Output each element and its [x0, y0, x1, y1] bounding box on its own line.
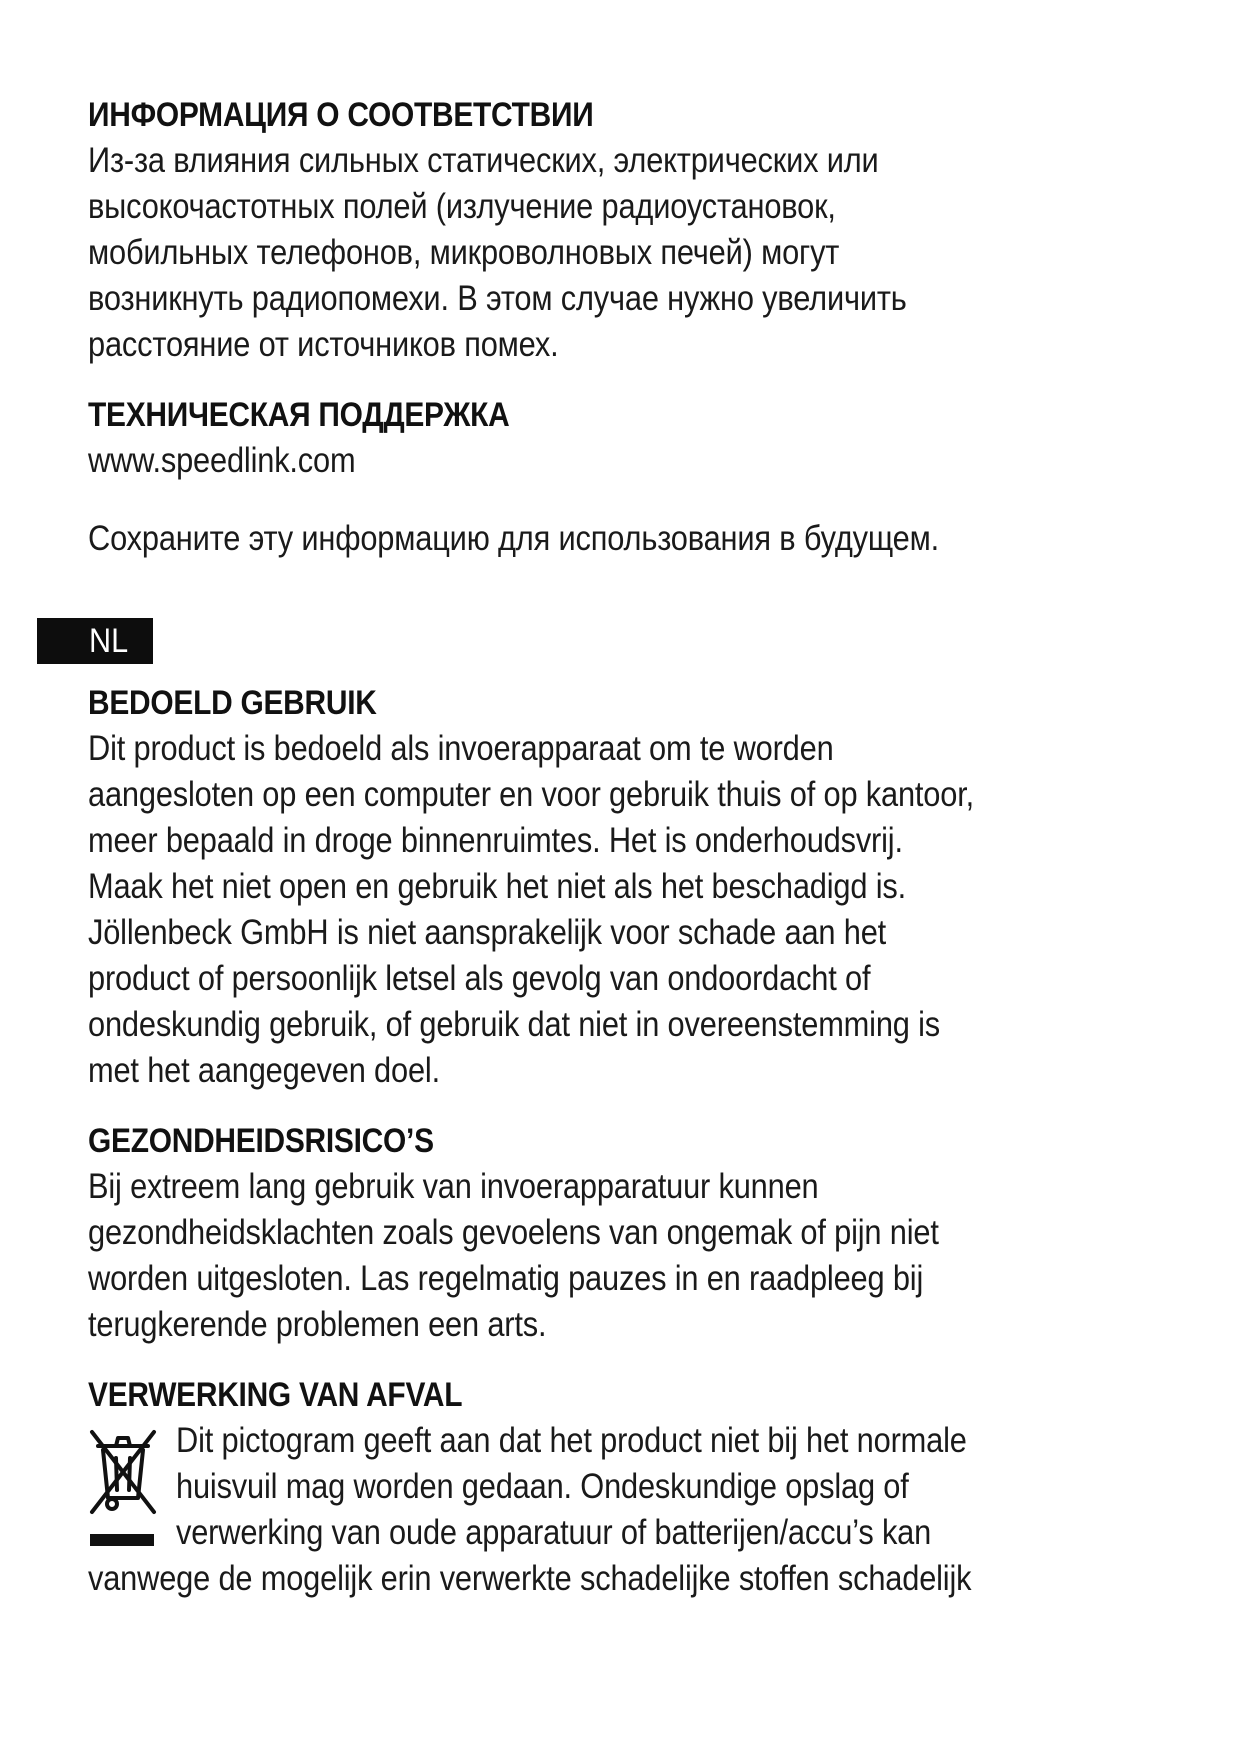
disposal-icon-line: Dit pictogram geeft aan dat het product niet bij het normale — [176, 1421, 967, 1460]
intended-use-section — [88, 680, 1208, 1094]
support-url[interactable]: www.speedlink.com — [88, 441, 356, 480]
disposal-line: vanwege de mogelijk erin verwerkte schadelijke stoffen schadelijk — [88, 1559, 972, 1598]
disposal-icon-line: huisvuil mag worden gedaan. Ondeskundige opslag of — [176, 1467, 909, 1506]
intended-use-heading: BEDOELD GEBRUIK — [88, 684, 377, 722]
compliance-line: Из-за влияния сильных статических, электрических или — [88, 141, 879, 180]
health-line: worden uitgesloten. Las regelmatig pauzes in en raadpleeg bij — [88, 1259, 924, 1298]
compliance-line: мобильных телефонов, микроволновых печей) могут — [88, 233, 840, 272]
compliance-section — [88, 92, 1188, 368]
support-heading: ТЕХНИЧЕСКАЯ ПОДДЕРЖКА — [88, 396, 510, 434]
crossed-out-wheelie-bin-icon — [88, 1424, 158, 1556]
support-section — [88, 392, 1188, 484]
language-badge — [37, 618, 153, 664]
save-note: Сохраните эту информацию для использования в будущем. — [88, 519, 940, 558]
compliance-line: расстояние от источников помех. — [88, 325, 559, 364]
intended-use-line: aangesloten op een computer en voor gebruik thuis of op kantoor, — [88, 775, 974, 814]
disposal-icon-line: verwerking van oude apparatuur of batterijen/accu’s kan — [176, 1513, 932, 1552]
health-line: terugkerende problemen een arts. — [88, 1305, 547, 1344]
intended-use-line: Dit product is bedoeld als invoerapparaat om te worden — [88, 729, 834, 768]
language-badge-label: NL — [89, 622, 129, 660]
disposal-section — [88, 1372, 1208, 1602]
ru-section — [88, 92, 1188, 562]
health-line: Bij extreem lang gebruik van invoerapparatuur kunnen — [88, 1167, 819, 1206]
health-heading: GEZONDHEIDSRISICO’S — [88, 1122, 434, 1160]
health-line: gezondheidsklachten zoals gevoelens van ongemak of pijn niet — [88, 1213, 939, 1252]
health-section — [88, 1118, 1208, 1348]
disposal-icon-block — [88, 1418, 1208, 1556]
nl-section — [88, 680, 1208, 1612]
intended-use-line: product of persoonlijk letsel als gevolg van ondoordacht of — [88, 959, 871, 998]
compliance-heading: ИНФОРМАЦИЯ О СООТВЕТСТВИИ — [88, 96, 594, 134]
intended-use-line: meer bepaald in droge binnenruimtes. Het is onderhoudsvrij. — [88, 821, 903, 860]
intended-use-line: ondeskundig gebruik, of gebruik dat niet in overeenstemming is — [88, 1005, 941, 1044]
compliance-line: высокочастотных полей (излучение радиоустановок, — [88, 187, 836, 226]
intended-use-line: Maak het niet open en gebruik het niet als het beschadigd is. — [88, 867, 907, 906]
intended-use-line: Jöllenbeck GmbH is niet aansprakelijk voor schade aan het — [88, 913, 887, 952]
intended-use-line: met het aangegeven doel. — [88, 1051, 440, 1090]
disposal-heading: VERWERKING VAN AFVAL — [88, 1376, 463, 1414]
compliance-line: возникнуть радиопомехи. В этом случае нужно увеличить — [88, 279, 907, 318]
